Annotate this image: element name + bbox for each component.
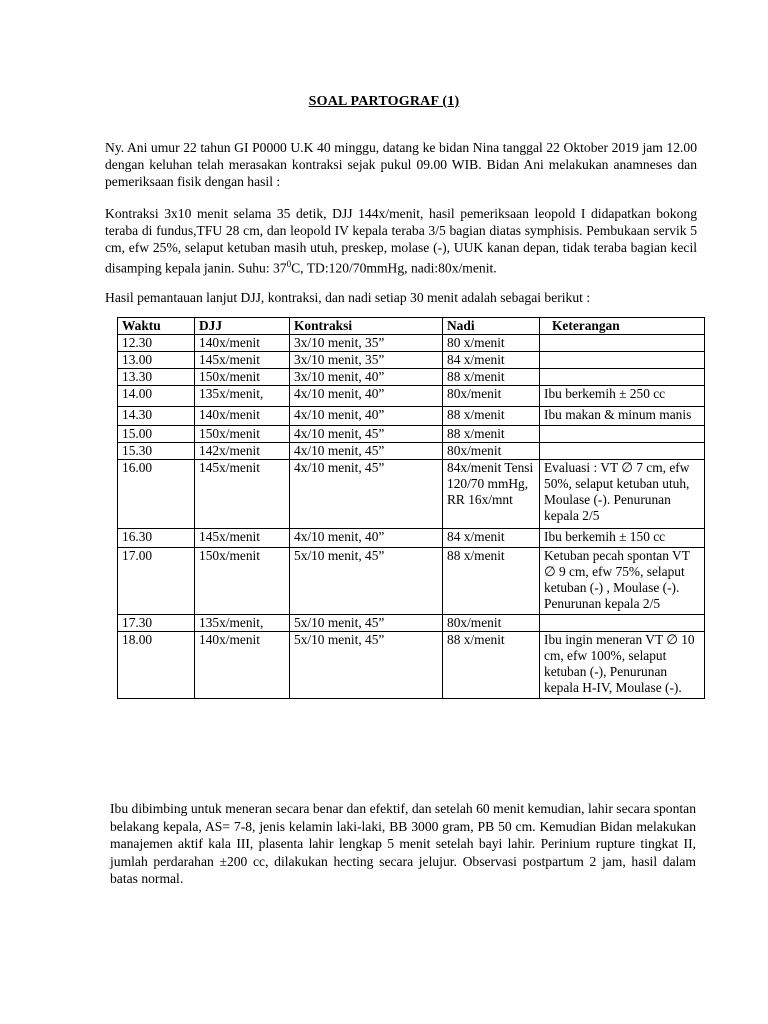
cell-waktu: 13.00 — [118, 352, 195, 369]
exam-paragraph — [105, 205, 697, 277]
table-row — [118, 407, 705, 426]
cell-kontraksi: 5x/10 menit, 45” — [290, 615, 443, 632]
cell-djj: 140x/menit — [195, 632, 290, 699]
cell-keterangan — [540, 369, 705, 386]
cell-nadi: 80x/menit — [443, 443, 540, 460]
cell-nadi: 80 x/menit — [443, 335, 540, 352]
cell-waktu: 16.00 — [118, 460, 195, 529]
cell-keterangan: Evaluasi : VT ∅ 7 cm, efw 50%, selaput ketuban utuh, Moulase (-). Penurunan kepala 2/5 — [540, 460, 705, 529]
cell-kontraksi: 4x/10 menit, 40” — [290, 529, 443, 548]
cell-kontraksi: 5x/10 menit, 45” — [290, 632, 443, 699]
cell-waktu: 15.00 — [118, 426, 195, 443]
monitoring-paragraph: Hasil pemantauan lanjut DJJ, kontraksi, dan nadi setiap 30 menit adalah sebagai berikut : — [105, 290, 591, 305]
cell-kontraksi: 4x/10 menit, 40” — [290, 386, 443, 407]
cell-djj: 150x/menit — [195, 369, 290, 386]
partograph-table — [117, 317, 705, 699]
table-row — [118, 632, 705, 699]
table-row — [118, 352, 705, 369]
table-header-row — [118, 318, 705, 335]
cell-keterangan — [540, 426, 705, 443]
cell-waktu: 14.00 — [118, 386, 195, 407]
intro-paragraph: Ny. Ani umur 22 tahun GI P0000 U.K 40 minggu, datang ke bidan Nina tanggal 22 Oktober 2019 jam 12.00 dengan keluhan telah merasakan kontraksi sejak pukul 09.00 WIB. Bidan Ani melakukan anamneses dan pemeriksaan fisik dengan hasil : — [105, 140, 697, 189]
cell-waktu: 15.30 — [118, 443, 195, 460]
cell-waktu: 12.30 — [118, 335, 195, 352]
header-nadi: Nadi — [443, 318, 540, 335]
cell-waktu: 13.30 — [118, 369, 195, 386]
cell-djj: 150x/menit — [195, 548, 290, 615]
cell-nadi: 80x/menit — [443, 386, 540, 407]
cell-waktu: 17.30 — [118, 615, 195, 632]
cell-djj: 140x/menit — [195, 335, 290, 352]
outcome-paragraph: Ibu dibimbing untuk meneran secara benar dan efektif, dan setelah 60 menit kemudian, lahir secara spontan belakang kepala, AS= 7-8, jenis kelamin laki-laki, BB 3000 gram, PB 50 cm. Kemudian Bidan melakukan manajemen aktif kala III, plasenta lahir lengkap 5 menit setelah bayi lahir. Perinium rupture tingkat II, jumlah perdarahan ±200 cc, dilakukan hecting secara jelujur. Observasi postpartum 2 jam, hasil dalam batas normal. — [110, 801, 696, 886]
cell-djj: 145x/menit — [195, 352, 290, 369]
header-waktu: Waktu — [118, 318, 195, 335]
exam-text-cont: C, TD:120/70mmHg, nadi:80x/menit. — [291, 260, 497, 276]
cell-djj: 142x/menit — [195, 443, 290, 460]
table-row — [118, 369, 705, 386]
table-row — [118, 443, 705, 460]
cell-nadi: 80x/menit — [443, 615, 540, 632]
cell-keterangan: Ibu berkemih ± 150 cc — [540, 529, 705, 548]
cell-kontraksi: 4x/10 menit, 45” — [290, 426, 443, 443]
cell-djj: 145x/menit — [195, 529, 290, 548]
cell-keterangan — [540, 352, 705, 369]
cell-keterangan: Ketuban pecah spontan VT ∅ 9 cm, efw 75%, selaput ketuban (-) , Moulase (-). Penurunan kepala 2/5 — [540, 548, 705, 615]
cell-waktu: 16.30 — [118, 529, 195, 548]
cell-waktu: 14.30 — [118, 407, 195, 426]
degree-superscript: 0 — [286, 259, 292, 269]
cell-kontraksi: 3x/10 menit, 35” — [290, 352, 443, 369]
cell-nadi: 88 x/menit — [443, 632, 540, 699]
cell-nadi: 88 x/menit — [443, 548, 540, 615]
cell-nadi: 84 x/menit — [443, 352, 540, 369]
cell-kontraksi: 3x/10 menit, 35” — [290, 335, 443, 352]
table-row — [118, 386, 705, 407]
header-kontraksi: Kontraksi — [290, 318, 443, 335]
cell-djj: 135x/menit, — [195, 386, 290, 407]
cell-waktu: 18.00 — [118, 632, 195, 699]
table-row — [118, 529, 705, 548]
cell-kontraksi: 4x/10 menit, 45” — [290, 443, 443, 460]
table-row — [118, 460, 705, 529]
cell-keterangan: Ibu berkemih ± 250 cc — [540, 386, 705, 407]
cell-nadi: 88 x/menit — [443, 407, 540, 426]
table-row — [118, 615, 705, 632]
cell-kontraksi: 4x/10 menit, 40” — [290, 407, 443, 426]
header-keterangan: Keterangan — [540, 318, 705, 335]
cell-keterangan: Ibu ingin meneran VT ∅ 10 cm, efw 100%, selaput ketuban (-), Penurunan kepala H-IV, Moulase (-). — [540, 632, 705, 699]
cell-djj: 145x/menit — [195, 460, 290, 529]
cell-keterangan — [540, 443, 705, 460]
cell-nadi: 84x/menit Tensi 120/70 mmHg, RR 16x/mnt — [443, 460, 540, 529]
table-row — [118, 426, 705, 443]
cell-kontraksi: 3x/10 menit, 40” — [290, 369, 443, 386]
cell-djj: 150x/menit — [195, 426, 290, 443]
cell-keterangan — [540, 335, 705, 352]
document-title: SOAL PARTOGRAF (1) — [308, 94, 460, 109]
cell-nadi: 84 x/menit — [443, 529, 540, 548]
cell-nadi: 88 x/menit — [443, 426, 540, 443]
cell-keterangan — [540, 615, 705, 632]
header-djj: DJJ — [195, 318, 290, 335]
table-row — [118, 335, 705, 352]
cell-nadi: 88 x/menit — [443, 369, 540, 386]
cell-djj: 135x/menit, — [195, 615, 290, 632]
cell-kontraksi: 5x/10 menit, 45” — [290, 548, 443, 615]
cell-kontraksi: 4x/10 menit, 45” — [290, 460, 443, 529]
exam-text: Kontraksi 3x10 menit selama 35 detik, DJJ 144x/menit, hasil pemeriksaan leopold I didapatkan bokong teraba di fundus,TFU 28 cm, dan leopold IV kepala teraba 3/5 bagian diatas symphisis. Pembukaan servik 5 cm, efw 25%, selaput ketuban masih utuh, preskep, molase (-), UUK kanan depan, tidak teraba bagian kecil disamping kepala janin. Suhu: 37 — [105, 206, 697, 276]
cell-keterangan: Ibu makan & minum manis — [540, 407, 705, 426]
cell-djj: 140x/menit — [195, 407, 290, 426]
cell-waktu: 17.00 — [118, 548, 195, 615]
table-row — [118, 548, 705, 615]
